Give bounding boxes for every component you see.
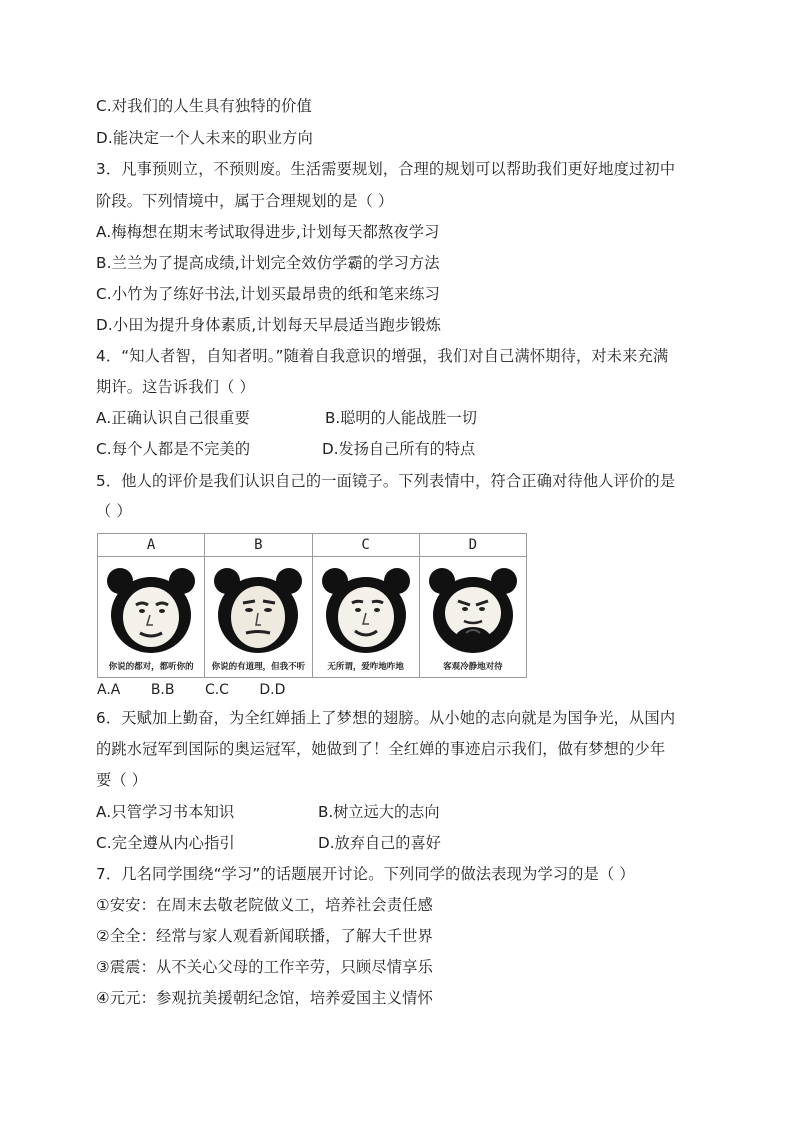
q5-caption-b: 你说的有道理，但我不听 <box>211 662 306 672</box>
q3-option-d: D.小田为提升身体素质,计划每天早晨适当跑步锻炼 <box>96 316 442 334</box>
q5-answer-options <box>97 680 311 700</box>
q5-header-a: A <box>98 534 204 557</box>
panda-meme-icon <box>428 563 518 655</box>
q6-option-b: B.树立远大的志向 <box>318 803 440 821</box>
q3-stem-line2: 阶段。下列情境中，属于合理规划的是（ ） <box>96 192 394 210</box>
q7-item-4: ④元元：参观抗美援朝纪念馆，培养爱国主义情怀 <box>96 989 433 1007</box>
q5-header-d: D <box>420 534 526 557</box>
panda-meme-icon <box>321 563 411 655</box>
q3-option-a: A.梅梅想在期末考试取得进步,计划每天都熬夜学习 <box>96 223 440 241</box>
q3-option-c: C.小竹为了练好书法,计划买最昂贵的纸和笔来练习 <box>96 285 440 303</box>
q4-option-a: A.正确认识自己很重要 <box>96 409 250 427</box>
q5-image-table <box>97 533 527 678</box>
q5-cell-c <box>313 534 420 677</box>
q7-stem: 7．几名同学围绕“学习”的话题展开讨论。下列同学的做法表现为学习的是（ ） <box>96 865 635 883</box>
q4-option-c: C.每个人都是不完美的 <box>96 440 251 458</box>
q4-option-b: B.聪明的人能战胜一切 <box>325 409 477 427</box>
q6-stem-line1: 6．天赋加上勤奋，为全红婵插上了梦想的翅膀。从小她的志向就是为国争光，从国内 <box>96 709 676 727</box>
q5-cell-b <box>205 534 312 677</box>
panda-meme-icon <box>213 563 303 655</box>
q2-option-c: C.对我们的人生具有独特的价值 <box>96 97 312 115</box>
q3-stem-line1: 3．凡事预则立，不预则废。生活需要规划，合理的规划可以帮助我们更好地度过初中 <box>96 160 676 178</box>
q5-header-c: C <box>313 534 419 557</box>
q6-stem-line2: 的跳水冠军到国际的奥运冠军，她做到了！全红婵的事迹启示我们，做有梦想的少年 <box>96 740 666 758</box>
q3-option-b: B.兰兰为了提高成绩,计划完全效仿学霸的学习方法 <box>96 254 440 272</box>
q5-option-d: D.D <box>259 682 286 698</box>
q2-option-d: D.能决定一个人未来的职业方向 <box>96 129 313 147</box>
q5-caption-d: 客观冷静地对待 <box>443 662 503 672</box>
q5-option-c: C.C <box>204 682 229 698</box>
q6-option-c: C.完全遵从内心指引 <box>96 834 235 852</box>
q6-stem-line3: 要（ ） <box>96 771 148 789</box>
q4-stem-line2: 期许。这告诉我们（ ） <box>96 378 255 396</box>
panda-meme-icon <box>106 563 196 655</box>
q4-stem-line1: 4．“知人者智，自知者明。”随着自我意识的增强，我们对自己满怀期待，对未来充满 <box>96 347 669 365</box>
q7-item-2: ②全全：经常与家人观看新闻联播，了解大千世界 <box>96 927 433 945</box>
q5-option-a: A.A <box>97 682 121 698</box>
q6-option-d: D.放弃自己的喜好 <box>318 834 441 852</box>
q5-option-b: B.B <box>150 682 175 698</box>
q6-option-a: A.只管学习书本知识 <box>96 803 235 821</box>
q5-stem-line2: （ ） <box>96 502 132 520</box>
q5-cell-a <box>98 534 205 677</box>
q5-caption-c: 无所谓，爱咋地咋地 <box>327 662 404 672</box>
q5-caption-a: 你说的都对，都听你的 <box>108 662 194 672</box>
q5-stem-line1: 5．他人的评价是我们认识自己的一面镜子。下列表情中，符合正确对待他人评价的是 <box>96 472 676 490</box>
q4-option-d: D.发扬自己所有的特点 <box>322 440 476 458</box>
q7-item-1: ①安安：在周末去敬老院做义工，培养社会责任感 <box>96 896 433 914</box>
q7-item-3: ③震震：从不关心父母的工作辛劳，只顾尽情享乐 <box>96 958 433 976</box>
q5-header-b: B <box>205 534 311 557</box>
q5-cell-d <box>420 534 526 677</box>
